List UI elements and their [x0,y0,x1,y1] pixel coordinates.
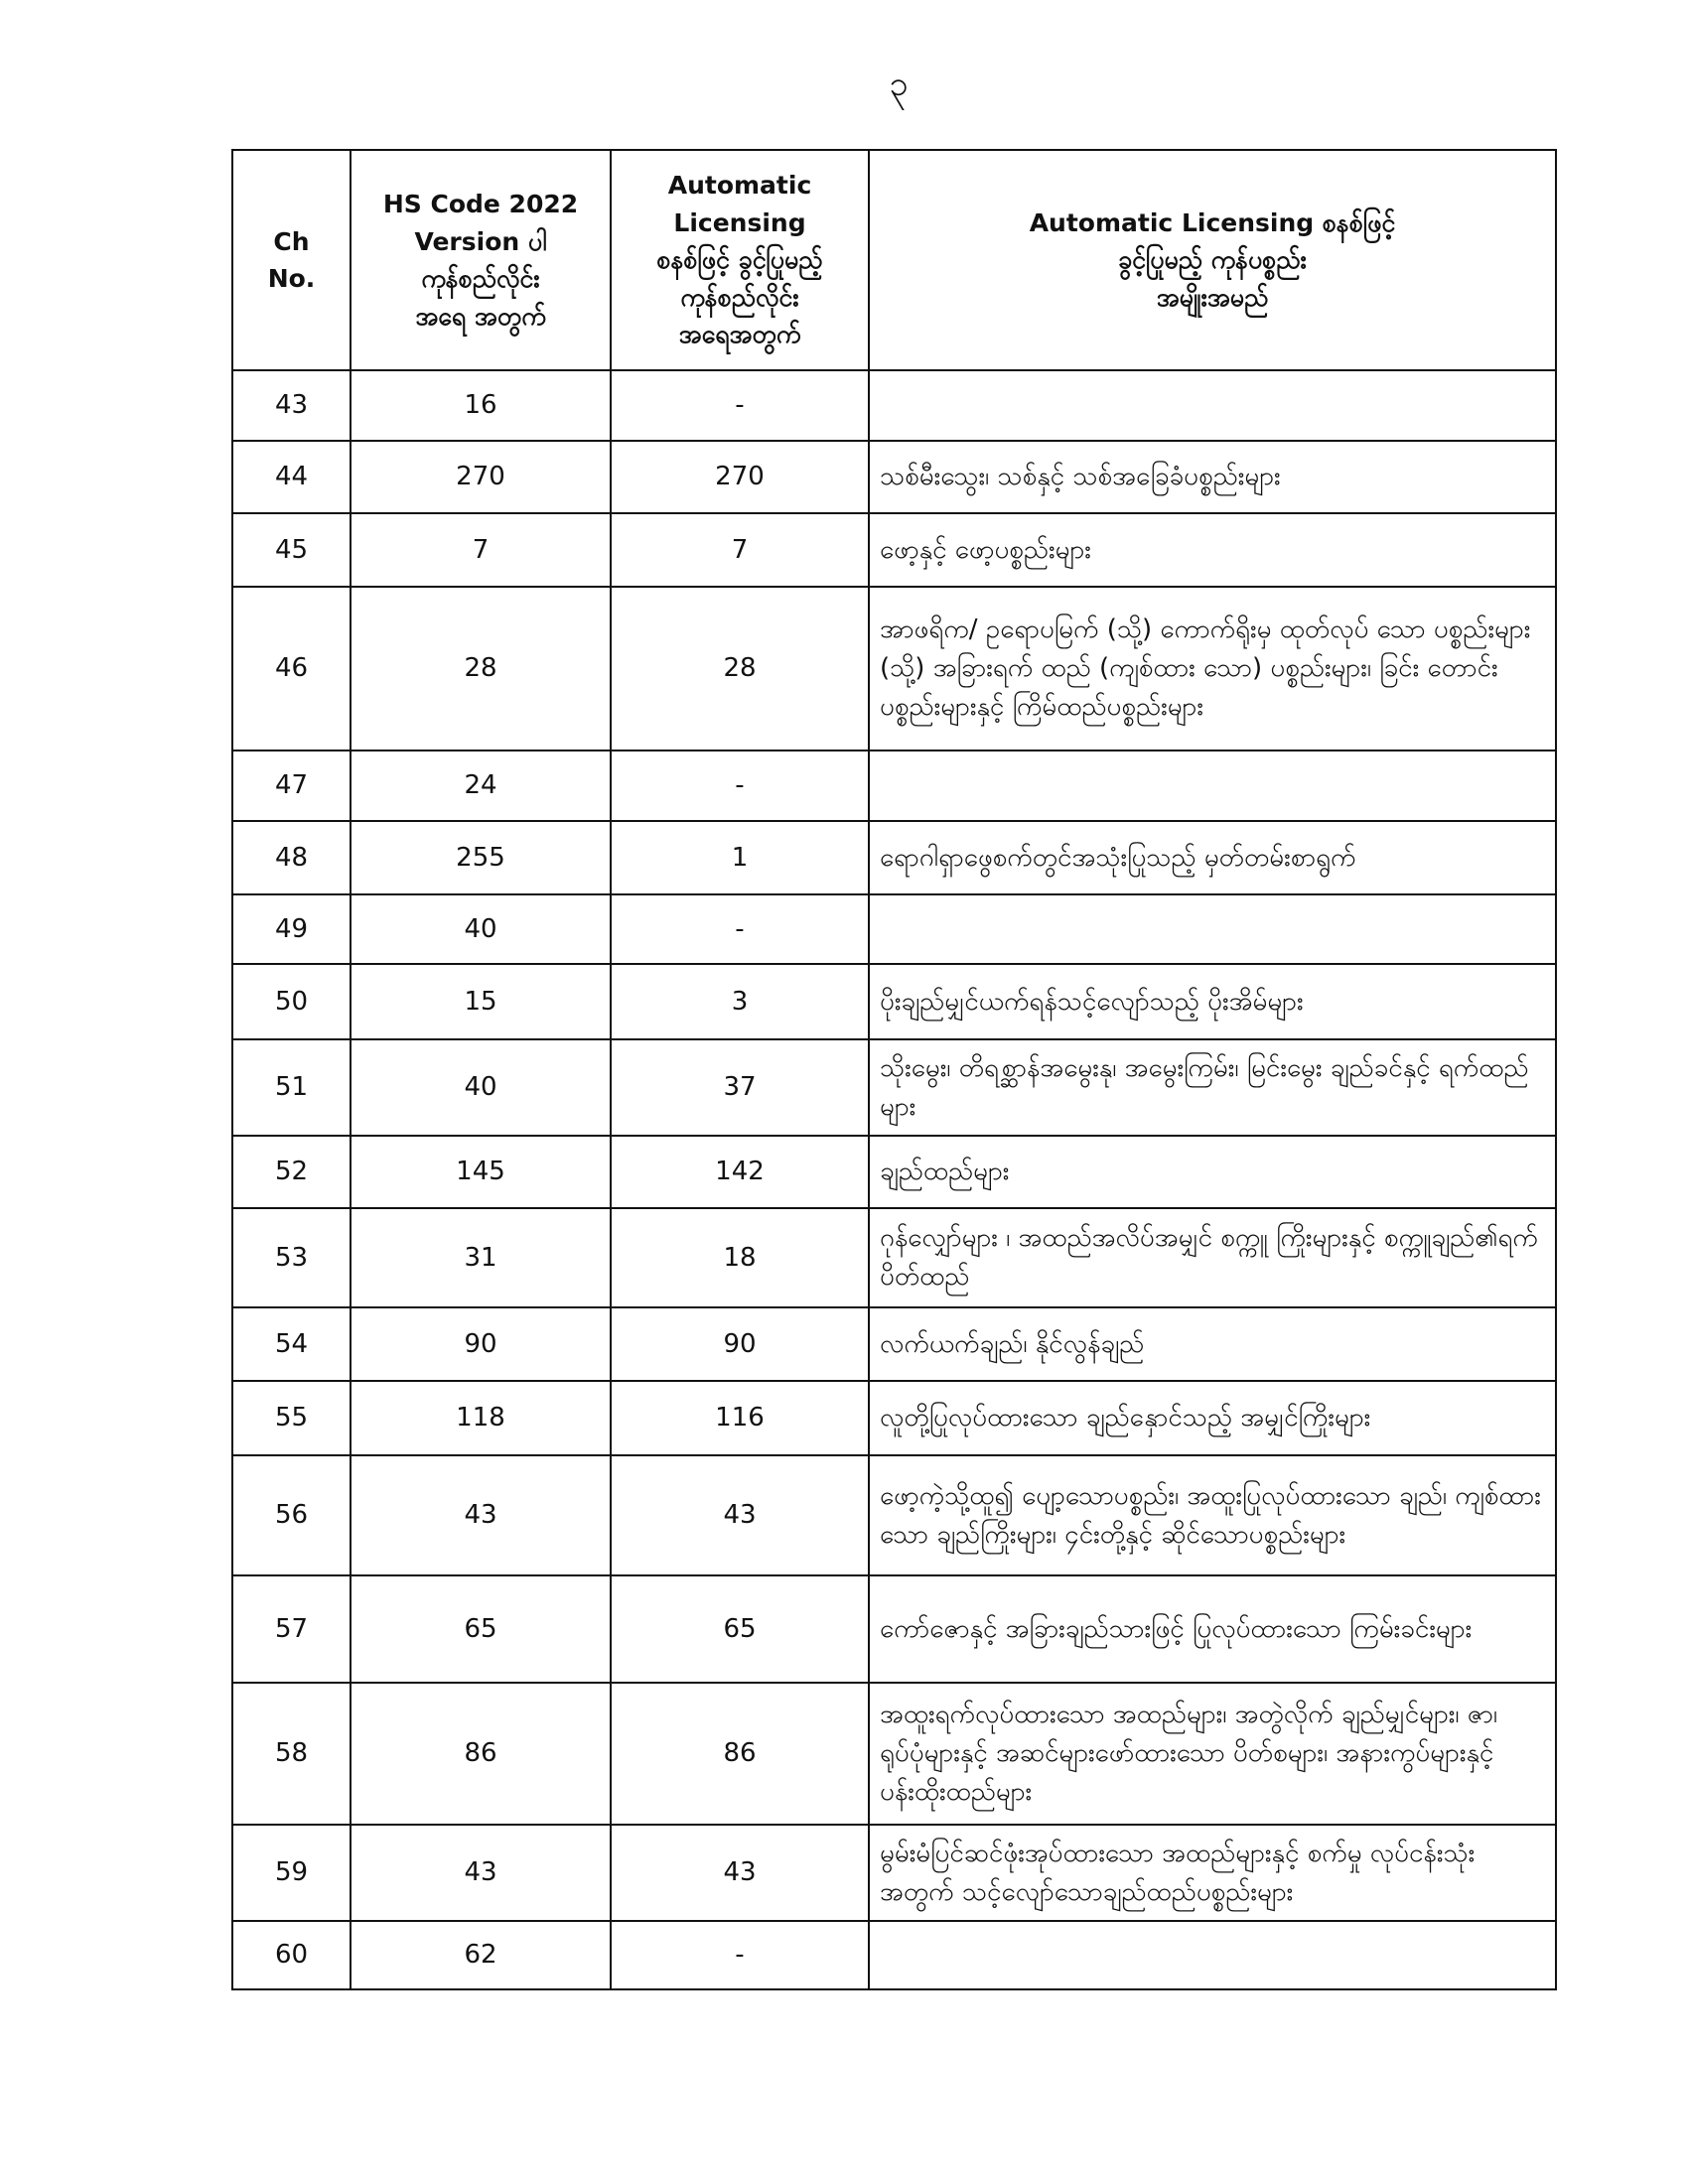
table-row [232,1381,1556,1455]
cell-hs: 90 [351,1307,611,1381]
cell-desc: အထူးရက်လုပ်ထားသော အထည်များ၊ အတွဲလိုက် ချည်မျှင်များ၊ ဇာ၊ ရုပ်ပုံများနှင့် အဆင်များဖော်ထားသော ပိတ်စများ၊ အနားကွပ်များနှင့် ပန်းထိုးထည်များ [869,1683,1556,1825]
table-row [232,441,1556,513]
cell-desc [869,370,1556,441]
table-row [232,1825,1556,1921]
header-ch-no: Ch No. [232,150,351,370]
cell-auto: 43 [611,1825,869,1921]
cell-hs: 40 [351,1039,611,1136]
cell-desc: လက်ယက်ချည်၊ နိုင်လွန်ချည် [869,1307,1556,1381]
cell-auto: 86 [611,1683,869,1825]
cell-hs: 118 [351,1381,611,1455]
table-row [232,513,1556,587]
cell-hs: 255 [351,821,611,894]
cell-desc: ပိုးချည်မျှင်ယက်ရန်သင့်လျော်သည့် ပိုးအိမ်များ [869,964,1556,1039]
table-row [232,370,1556,441]
table-row [232,1575,1556,1683]
cell-desc: ချည်ထည်များ [869,1136,1556,1208]
header-description: Automatic Licensing စနစ်ဖြင့် ခွင့်ပြုမည့် ကုန်ပစ္စည်း အမျိုးအမည် [869,150,1556,370]
cell-ch: 47 [232,751,351,821]
cell-desc [869,751,1556,821]
header-auto-count: Automatic Licensing စနစ်ဖြင့် ခွင့်ပြုမည့် ကုန်စည်လိုင်း အရေအတွက် [611,150,869,370]
cell-ch: 55 [232,1381,351,1455]
cell-auto: 7 [611,513,869,587]
cell-hs: 43 [351,1825,611,1921]
cell-auto: 90 [611,1307,869,1381]
cell-desc: သစ်မီးသွေး၊ သစ်နှင့် သစ်အခြေခံပစ္စည်းများ [869,441,1556,513]
cell-ch: 44 [232,441,351,513]
cell-ch: 59 [232,1825,351,1921]
cell-hs: 31 [351,1208,611,1307]
cell-desc: ကော်ဇောနှင့် အခြားချည်သားဖြင့် ပြုလုပ်ထားသော ကြမ်းခင်းများ [869,1575,1556,1683]
cell-hs: 16 [351,370,611,441]
table-row [232,1683,1556,1825]
table-row [232,1307,1556,1381]
cell-auto: 43 [611,1455,869,1575]
cell-hs: 40 [351,894,611,964]
cell-hs: 15 [351,964,611,1039]
cell-auto: 28 [611,587,869,751]
cell-hs: 86 [351,1683,611,1825]
cell-ch: 48 [232,821,351,894]
cell-hs: 24 [351,751,611,821]
cell-desc [869,894,1556,964]
table-row [232,1455,1556,1575]
cell-auto: 18 [611,1208,869,1307]
cell-desc: ဖော့ကဲ့သို့ထူ၍ ပျော့သောပစ္စည်း၊ အထူးပြုလုပ်ထားသော ချည်၊ ကျစ်ထားသော ချည်ကြိုးများ၊ ၄င်းတို့နှင့် ဆိုင်သောပစ္စည်းများ [869,1455,1556,1575]
cell-desc: သိုးမွေး၊ တိရစ္ဆာန်အမွေးနု၊ အမွေးကြမ်း၊ မြင်းမွေး ချည်ခင်နှင့် ရက်ထည်များ [869,1039,1556,1136]
table-row [232,751,1556,821]
page-number: ၃ [889,65,909,104]
cell-ch: 57 [232,1575,351,1683]
cell-auto: - [611,894,869,964]
cell-ch: 52 [232,1136,351,1208]
cell-desc: ဂုန်လျှော်များ ၊ အထည်အလိပ်အမျှင် စက္ကူ ကြိုးများနှင့် စက္ကူချည်၏ရက်ပိတ်ထည် [869,1208,1556,1307]
cell-hs: 145 [351,1136,611,1208]
cell-auto: 37 [611,1039,869,1136]
cell-auto: - [611,370,869,441]
cell-desc: အာဖရိက/ ဥရောပမြက် (သို့) ကောက်ရိုးမှ ထုတ်လုပ် သော ပစ္စည်းများ (သို့) အခြားရက် ထည် (ကျစ်ထား သော) ပစ္စည်းများ၊ ခြင်း တောင်းပစ္စည်းများနှင့် ကြိမ်ထည်ပစ္စည်းများ [869,587,1556,751]
cell-auto: - [611,751,869,821]
table-header-row [232,150,1556,370]
header-hs-code: HS Code 2022 Version ပါ ကုန်စည်လိုင်း အရေ အတွက် [351,150,611,370]
table-row [232,1921,1556,1989]
cell-auto: 270 [611,441,869,513]
cell-auto: - [611,1921,869,1989]
cell-ch: 53 [232,1208,351,1307]
cell-ch: 60 [232,1921,351,1989]
table-row [232,964,1556,1039]
cell-ch: 46 [232,587,351,751]
cell-desc: လူတို့ပြုလုပ်ထားသော ချည်နှောင်သည့် အမျှင်ကြိုးများ [869,1381,1556,1455]
table-row [232,587,1556,751]
cell-desc: မွမ်းမံပြင်ဆင်ဖုံးအုပ်ထားသော အထည်များနှင့် စက်မှု လုပ်ငန်းသုံးအတွက် သင့်လျော်သောချည်ထည်ပစ္စည်းများ [869,1825,1556,1921]
cell-hs: 7 [351,513,611,587]
table-row [232,894,1556,964]
cell-hs: 62 [351,1921,611,1989]
cell-ch: 58 [232,1683,351,1825]
cell-ch: 54 [232,1307,351,1381]
table-row [232,1208,1556,1307]
cell-hs: 43 [351,1455,611,1575]
cell-ch: 56 [232,1455,351,1575]
table-row [232,821,1556,894]
cell-ch: 45 [232,513,351,587]
cell-auto: 1 [611,821,869,894]
cell-auto: 3 [611,964,869,1039]
cell-ch: 49 [232,894,351,964]
table-row [232,1039,1556,1136]
cell-desc: ရောဂါရှာဖွေစက်တွင်အသုံးပြုသည့် မှတ်တမ်းစာရွက် [869,821,1556,894]
cell-hs: 65 [351,1575,611,1683]
cell-ch: 50 [232,964,351,1039]
cell-desc [869,1921,1556,1989]
cell-auto: 65 [611,1575,869,1683]
automatic-licensing-table [231,149,1557,1990]
cell-ch: 43 [232,370,351,441]
cell-hs: 28 [351,587,611,751]
cell-auto: 116 [611,1381,869,1455]
cell-auto: 142 [611,1136,869,1208]
cell-ch: 51 [232,1039,351,1136]
cell-hs: 270 [351,441,611,513]
cell-desc: ဖော့နှင့် ဖော့ပစ္စည်းများ [869,513,1556,587]
table-row [232,1136,1556,1208]
